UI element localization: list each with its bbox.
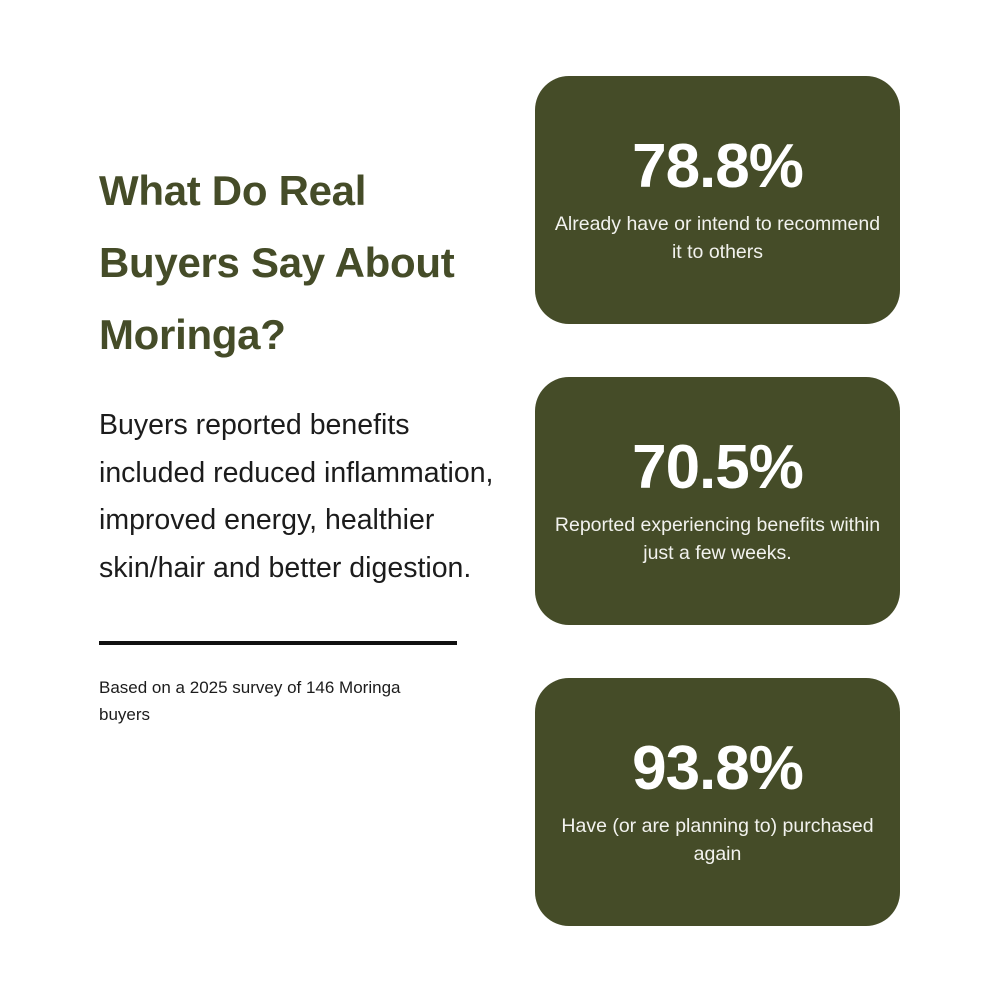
horizontal-divider bbox=[99, 641, 457, 645]
page-title: What Do Real Buyers Say About Moringa? bbox=[99, 167, 455, 359]
stat-label: Have (or are planning to) purchased again bbox=[561, 814, 874, 865]
stat-card-benefits-timeframe bbox=[535, 377, 900, 625]
body-paragraph: Buyers reported benefits included reduced inflammation, improved energy, healthier skin/hair and better digestion. bbox=[99, 408, 494, 585]
stat-card-repurchase bbox=[535, 678, 900, 926]
left-column bbox=[99, 155, 519, 746]
stat-label: Already have or intend to recommend it to others bbox=[554, 212, 881, 263]
stat-value: 70.5% bbox=[632, 432, 803, 502]
stat-value: 78.8% bbox=[632, 131, 803, 201]
source-footnote: Based on a 2025 survey of 146 Moringa buyers bbox=[99, 678, 401, 725]
stat-card-recommend bbox=[535, 76, 900, 324]
stat-value: 93.8% bbox=[632, 733, 803, 803]
stat-card-list bbox=[535, 76, 900, 926]
stat-label: Reported experiencing benefits within just a few weeks. bbox=[554, 513, 881, 564]
